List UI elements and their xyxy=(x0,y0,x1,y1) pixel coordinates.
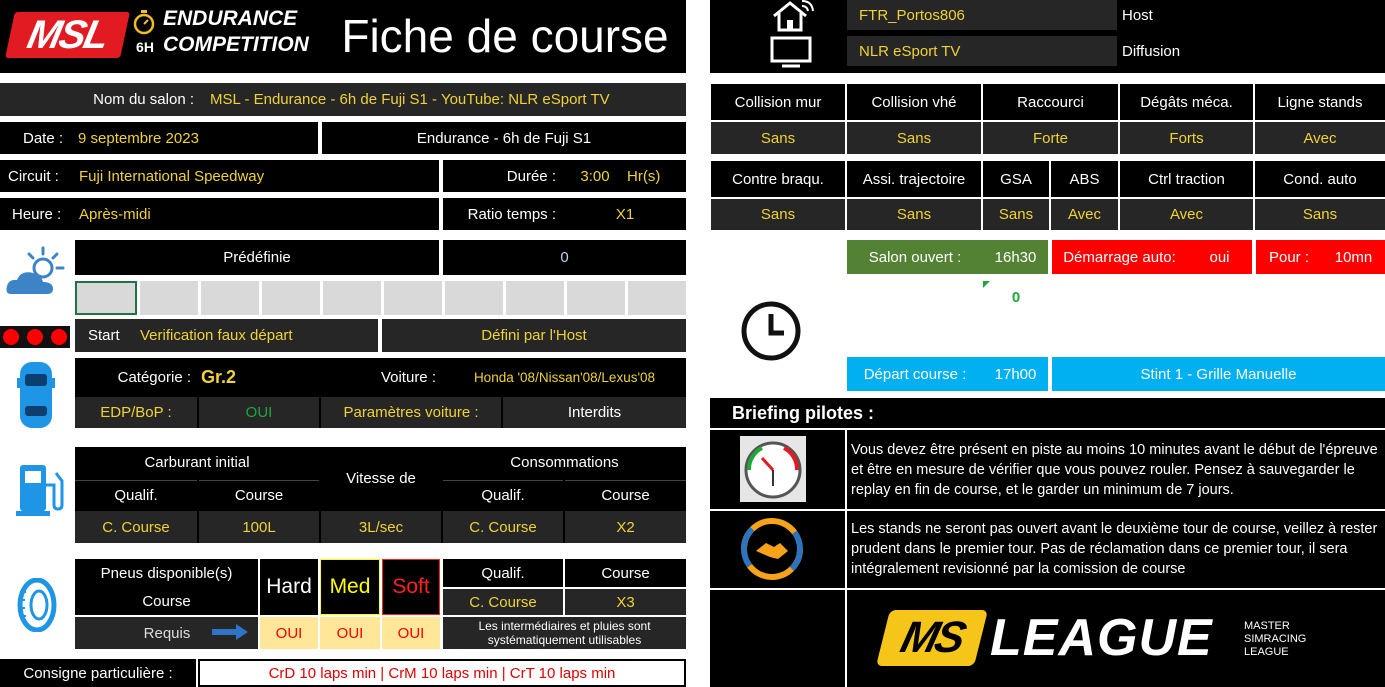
date-label: Date : xyxy=(23,129,64,147)
tyre-med: Med xyxy=(320,559,380,615)
weather-partly-cloudy-icon xyxy=(5,246,65,298)
league-sub-2: SIMRACING xyxy=(1244,632,1307,645)
weather-slot-1[interactable] xyxy=(75,281,137,315)
schedule-counter: 0 xyxy=(1011,288,1021,306)
league-icon-cell xyxy=(710,590,845,687)
settings-row2-label-3: ABS xyxy=(1051,161,1118,197)
weather-slots xyxy=(75,281,686,315)
duree-unit: Hr(s) xyxy=(627,167,661,185)
clock-icon xyxy=(740,300,802,362)
tyre-title: Pneus disponible(s) xyxy=(75,559,258,587)
tyre-requis-label: Requis xyxy=(143,624,191,642)
settings-row1-value-3: Forts xyxy=(1120,122,1253,154)
category-label: Catégorie : xyxy=(117,369,191,386)
tyre-note: Les intermédiaires et pluies sont systématiquement utilisables xyxy=(443,617,686,649)
fuel-conso-course-header: Course xyxy=(565,480,686,509)
auto-start-label: Démarrage auto: xyxy=(1052,240,1187,274)
event-name: Endurance - 6h de Fuji S1 xyxy=(322,122,686,154)
tyre-req-med: OUI xyxy=(320,617,380,649)
tyre-soft: Soft xyxy=(382,559,440,615)
settings-row2-label-1: Assi. trajectoire xyxy=(847,161,981,197)
fuel-initial-label: Carburant initial xyxy=(144,454,250,471)
tyre-course: Course xyxy=(75,587,258,615)
page-title: Fiche de course xyxy=(341,10,669,62)
heure-label: Heure : xyxy=(12,205,62,223)
weather-slot-6[interactable] xyxy=(384,281,442,315)
salon-value: MSL - Endurance - 6h de Fuji S1 - YouTube: NLR eSport TV xyxy=(210,91,610,108)
settings-row1-label-3: Dégâts méca. xyxy=(1120,84,1253,120)
weather-slot-3[interactable] xyxy=(201,281,259,315)
fuel-init-qualif-header: Qualif. xyxy=(75,480,197,509)
start-lights-icon xyxy=(0,326,70,348)
edp-value: OUI xyxy=(199,397,319,428)
depart-time: 17h00 xyxy=(983,357,1048,391)
duree-value: 3:00 xyxy=(580,167,610,185)
settings-row2-label-2: GSA xyxy=(983,161,1049,197)
tyre-req-soft: OUI xyxy=(382,617,440,649)
weather-slot-5[interactable] xyxy=(323,281,381,315)
tyre-qualif-header: Qualif. xyxy=(443,559,563,587)
home-wifi-icon xyxy=(772,0,814,32)
settings-row2-value-3: Avec xyxy=(1051,199,1118,230)
weather-slot-9[interactable] xyxy=(567,281,625,315)
duree-label: Durée : xyxy=(506,167,556,185)
host-label: Host xyxy=(1122,6,1153,24)
msl-logo: MSL xyxy=(5,12,130,58)
category-value: Gr.2 xyxy=(201,367,237,387)
handshake-icon xyxy=(740,517,804,581)
ratio-value: X1 xyxy=(615,205,635,223)
salon-open-label: Salon ouvert : xyxy=(847,240,983,274)
ms-league-logo: MS xyxy=(876,610,988,666)
league-sub-1: MASTER xyxy=(1244,619,1290,632)
briefing-title: Briefing pilotes : xyxy=(710,398,1385,428)
settings-row2-value-2: Sans xyxy=(983,199,1049,230)
settings-row1-value-4: Avec xyxy=(1255,122,1385,154)
start-label: Start xyxy=(88,327,120,344)
edp-label: EDP/BoP : xyxy=(75,397,197,428)
depart-label: Départ course : xyxy=(847,357,983,391)
logo-6h: 6H xyxy=(136,39,154,55)
fuel-init-qualif: C. Course xyxy=(75,511,197,543)
tyre-qualif: C. Course xyxy=(443,589,563,615)
start-defined: Défini par l'Host xyxy=(382,319,686,352)
fuel-pump-icon xyxy=(16,463,68,518)
start-value: Verification faux départ xyxy=(140,327,293,344)
tyre-req-hard: OUI xyxy=(260,617,318,649)
weather-slot-10[interactable] xyxy=(628,281,686,315)
fuel-init-course: 100L xyxy=(199,511,319,543)
league-word: LEAGUE xyxy=(990,609,1213,667)
tyre-icon xyxy=(17,578,57,632)
settings-row2-value-0: Sans xyxy=(711,199,845,230)
salon-open-time: 16h30 xyxy=(983,240,1048,274)
briefing-text-2: Les stands ne seront pas ouvert avant le deuxième tour de course, veillez à rester prudent dans le premier tour. Pas de réclamation dans ce premier tour, il sera intégralement revisionné par la comission de course xyxy=(847,511,1385,588)
logo-competition: COMPETITION xyxy=(163,33,309,56)
weather-value: 0 xyxy=(443,240,686,275)
grid-mode: Stint 1 - Grille Manuelle xyxy=(1052,357,1385,391)
tyre-course-header: Course xyxy=(565,559,686,587)
diffusion-name: NLR eSport TV xyxy=(847,36,1117,66)
consigne-label: Consigne particulière : xyxy=(0,659,196,687)
voiture-value: Honda '08/Nissan'08/Lexus'08 xyxy=(473,370,656,385)
weather-slot-7[interactable] xyxy=(445,281,503,315)
briefing-text-1: Vous devez être présent en piste au moins 10 minutes avant le début de l'épreuve et être en mesure de vérifier que vous pouvez rouler. Pensez à sauvegarder le replay en fin de course, et le garder un minimum de 7 jours. xyxy=(847,430,1385,509)
salon-label: Nom du salon : xyxy=(93,91,194,108)
settings-row1-label-0: Collision mur xyxy=(711,84,845,120)
settings-row2-label-0: Contre braqu. xyxy=(711,161,845,197)
stopwatch-icon xyxy=(740,436,806,502)
fuel-conso-label: Consommations xyxy=(510,454,619,471)
date-value: 9 septembre 2023 xyxy=(78,129,199,147)
settings-row2-label-4: Ctrl traction xyxy=(1120,161,1253,197)
circuit-value: Fuji International Speedway xyxy=(79,167,265,185)
fuel-conso-course: X2 xyxy=(565,511,686,543)
settings-row2-label-5: Cond. auto xyxy=(1255,161,1385,197)
pour-label: Pour : xyxy=(1256,240,1322,274)
settings-row1-label-4: Ligne stands xyxy=(1255,84,1385,120)
settings-row1-value-0: Sans xyxy=(711,122,845,154)
tv-icon xyxy=(770,36,812,68)
fuel-conso-qualif-header: Qualif. xyxy=(443,480,563,509)
stopwatch-icon xyxy=(132,8,156,36)
arrow-right-icon xyxy=(212,624,248,640)
voiture-label: Voiture : xyxy=(380,369,436,386)
weather-mode: Prédéfinie xyxy=(75,240,439,275)
settings-row2-value-4: Avec xyxy=(1120,199,1253,230)
settings-row1-value-1: Sans xyxy=(847,122,981,154)
settings-row1-label-2: Raccourci xyxy=(983,84,1118,120)
settings-row1-value-2: Forte xyxy=(983,122,1118,154)
fuel-speed: 3L/sec xyxy=(321,511,441,543)
settings-row2-value-1: Sans xyxy=(847,199,981,230)
ratio-label: Ratio temps : xyxy=(467,205,556,223)
circuit-label: Circuit : xyxy=(8,167,59,185)
consigne-value: CrD 10 laps min | CrM 10 laps min | CrT 10 laps min xyxy=(198,659,686,687)
heure-value: Après-midi xyxy=(79,205,151,223)
weather-slot-2[interactable] xyxy=(140,281,198,315)
settings-row1-label-1: Collision vhé xyxy=(847,84,981,120)
tyre-course-value: X3 xyxy=(565,589,686,615)
logo-endurance: ENDURANCE xyxy=(163,7,298,30)
settings-row2-value-5: Sans xyxy=(1255,199,1385,230)
pour-value: 10mn xyxy=(1322,240,1385,274)
weather-slot-8[interactable] xyxy=(506,281,564,315)
diffusion-label: Diffusion xyxy=(1122,42,1181,60)
fuel-init-course-header: Course xyxy=(199,480,319,509)
car-icon xyxy=(17,360,55,430)
weather-slot-4[interactable] xyxy=(262,281,320,315)
fuel-conso-qualif: C. Course xyxy=(443,511,563,543)
auto-start-value: oui xyxy=(1187,240,1252,274)
tyre-hard: Hard xyxy=(260,559,318,615)
fuel-speed-label: Vitesse de xyxy=(346,469,416,487)
host-name: FTR_Portos806 xyxy=(847,0,1117,30)
params-label: Paramètres voiture : xyxy=(321,397,501,428)
league-sub-3: LEAGUE xyxy=(1244,645,1289,658)
params-value: Interdits xyxy=(503,397,686,428)
